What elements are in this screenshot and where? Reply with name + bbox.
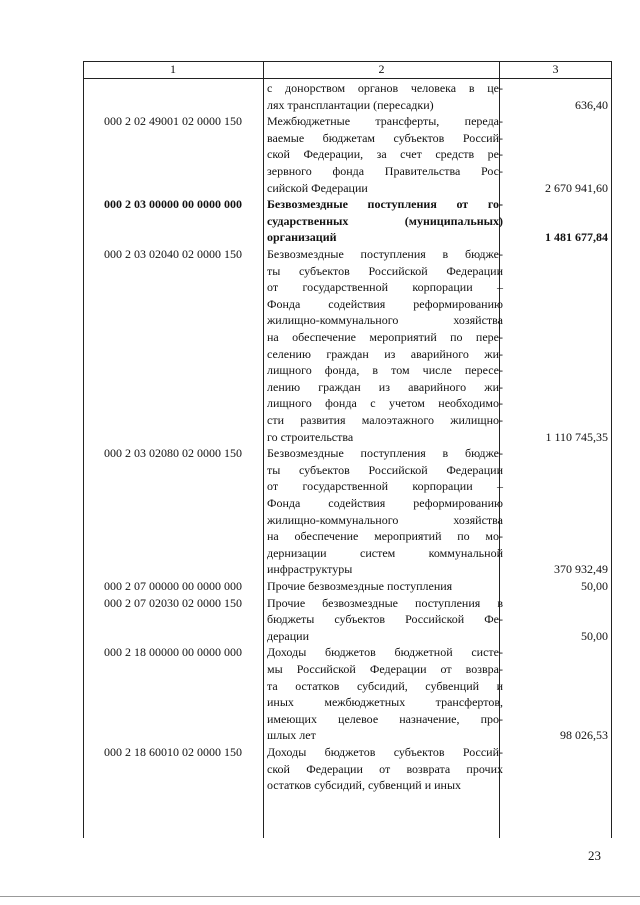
row-code: 000 2 03 00000 00 0000 000 bbox=[104, 197, 242, 212]
row-description-line: лищного фонда с учетом необходимо- bbox=[267, 396, 503, 411]
row-code: 000 2 18 00000 00 0000 000 bbox=[104, 645, 242, 660]
row-description-line: дерации bbox=[267, 628, 310, 643]
row-description-line: селению граждан из аварийного жи- bbox=[267, 346, 503, 361]
row-description-line: лях трансплантации (пересадки) bbox=[267, 97, 434, 112]
page-number: 23 bbox=[588, 848, 601, 863]
row-code: 000 2 07 02030 02 0000 150 bbox=[104, 595, 242, 610]
row-description-line: Прочие безвозмездные поступления в bbox=[267, 595, 503, 610]
row-description-line: лищного фонда, в том числе пересе- bbox=[267, 363, 503, 378]
row-description bbox=[264, 246, 503, 445]
row-description-line: Фонда содействия реформированию bbox=[267, 296, 503, 311]
row-description bbox=[264, 644, 503, 744]
row-description-line: сударственных (муниципальных) bbox=[267, 213, 503, 228]
table-row bbox=[83, 644, 611, 744]
footer-divider bbox=[0, 896, 640, 897]
table-row bbox=[83, 246, 611, 445]
table-header-border bbox=[83, 78, 611, 79]
table-row bbox=[83, 80, 611, 113]
row-description-line: ты субъектов Российской Федерации bbox=[267, 263, 503, 278]
row-description-line: та остатков субсидий, субвенций и bbox=[267, 678, 503, 693]
row-description bbox=[264, 578, 503, 595]
row-amount: 1 110 745,35 bbox=[545, 429, 608, 444]
row-amount: 2 670 941,60 bbox=[545, 180, 608, 195]
table-row bbox=[83, 113, 611, 196]
row-description-line: лению граждан из аварийного жи- bbox=[267, 379, 503, 394]
row-description-line: Безвозмездные поступления в бюдже- bbox=[267, 247, 503, 261]
row-description-line: с донорством органов человека в це- bbox=[267, 81, 503, 95]
row-description-line: на обеспечение мероприятий по мо- bbox=[267, 529, 503, 544]
table-row bbox=[83, 744, 611, 794]
row-description-line: го строительства bbox=[267, 429, 354, 444]
row-description-line: организаций bbox=[267, 230, 337, 245]
row-description-line: от государственной корпорации – bbox=[267, 479, 503, 494]
row-description bbox=[264, 196, 503, 246]
row-description-line: жилищно-коммунального хозяйства bbox=[267, 313, 503, 328]
row-code: 000 2 03 02040 02 0000 150 bbox=[104, 247, 242, 261]
row-description-line: шлых лет bbox=[267, 728, 316, 743]
row-description-line: на обеспечение мероприятий по пере- bbox=[267, 329, 503, 344]
row-description bbox=[264, 113, 503, 196]
row-amount: 98 026,53 bbox=[560, 728, 608, 743]
row-description-line: ской Федерации, за счет средств ре- bbox=[267, 147, 503, 162]
row-description-line: Безвозмездные поступления от го- bbox=[267, 197, 503, 212]
row-description-line: Доходы бюджетов субъектов Россий- bbox=[267, 745, 503, 759]
row-description-line: зервного фонда Правительства Рос- bbox=[267, 163, 503, 178]
row-amount: 1 481 677,84 bbox=[545, 230, 608, 245]
row-description bbox=[264, 744, 503, 794]
row-code: 000 2 07 00000 00 0000 000 bbox=[104, 579, 242, 593]
row-description-line: ской Федерации от возврата прочих bbox=[267, 761, 503, 776]
row-code: 000 2 03 02080 02 0000 150 bbox=[104, 446, 242, 461]
row-description-line: жилищно-коммунального хозяйства bbox=[267, 512, 503, 527]
table-header-col2: 2 bbox=[378, 62, 385, 76]
row-description-line: мы Российской Федерации от возвра- bbox=[267, 661, 503, 676]
row-description-line: сти развития малоэтажного жилищно- bbox=[267, 412, 503, 427]
row-description bbox=[264, 445, 503, 578]
row-description-line: дернизации систем коммунальной bbox=[267, 545, 503, 560]
row-code: 000 2 18 60010 02 0000 150 bbox=[104, 745, 242, 759]
row-description-line: инфраструктуры bbox=[267, 562, 353, 577]
row-description-line: Доходы бюджетов бюджетной систе- bbox=[267, 645, 503, 660]
row-description-line: Прочие безвозмездные поступления bbox=[267, 579, 453, 593]
row-description-line: Безвозмездные поступления в бюдже- bbox=[267, 446, 503, 461]
row-amount: 636,40 bbox=[575, 97, 608, 112]
row-description-line: имеющих целевое назначение, про- bbox=[267, 711, 503, 726]
row-description-line: остатков субсидий, субвенций и иных bbox=[267, 778, 462, 793]
row-description-line: от государственной корпорации – bbox=[267, 280, 503, 295]
table-header-col1: 1 bbox=[170, 62, 176, 76]
row-amount: 370 932,49 bbox=[554, 562, 608, 577]
row-amount: 50,00 bbox=[581, 628, 608, 643]
row-description-line: ваемые бюджетам субъектов Россий- bbox=[267, 130, 503, 145]
table-row bbox=[83, 196, 611, 246]
table-row bbox=[83, 578, 611, 595]
row-amount: 50,00 bbox=[581, 579, 608, 593]
table-right-border bbox=[611, 61, 612, 838]
row-description-line: сийской Федерации bbox=[267, 180, 368, 195]
row-description-line: Фонда содействия реформированию bbox=[267, 495, 503, 510]
row-description-line: ты субъектов Российской Федерации bbox=[267, 462, 503, 477]
row-code: 000 2 02 49001 02 0000 150 bbox=[104, 114, 242, 129]
row-description-line: бюджеты субъектов Российской Фе- bbox=[267, 612, 503, 627]
row-description-line: Межбюджетные трансферты, переда- bbox=[267, 114, 503, 129]
row-description-line: иных межбюджетных трансфертов, bbox=[267, 695, 503, 710]
table-header-col3: 3 bbox=[552, 62, 559, 76]
row-description bbox=[264, 595, 503, 645]
table-row bbox=[83, 595, 611, 645]
row-description bbox=[264, 80, 503, 113]
table-row bbox=[83, 445, 611, 578]
